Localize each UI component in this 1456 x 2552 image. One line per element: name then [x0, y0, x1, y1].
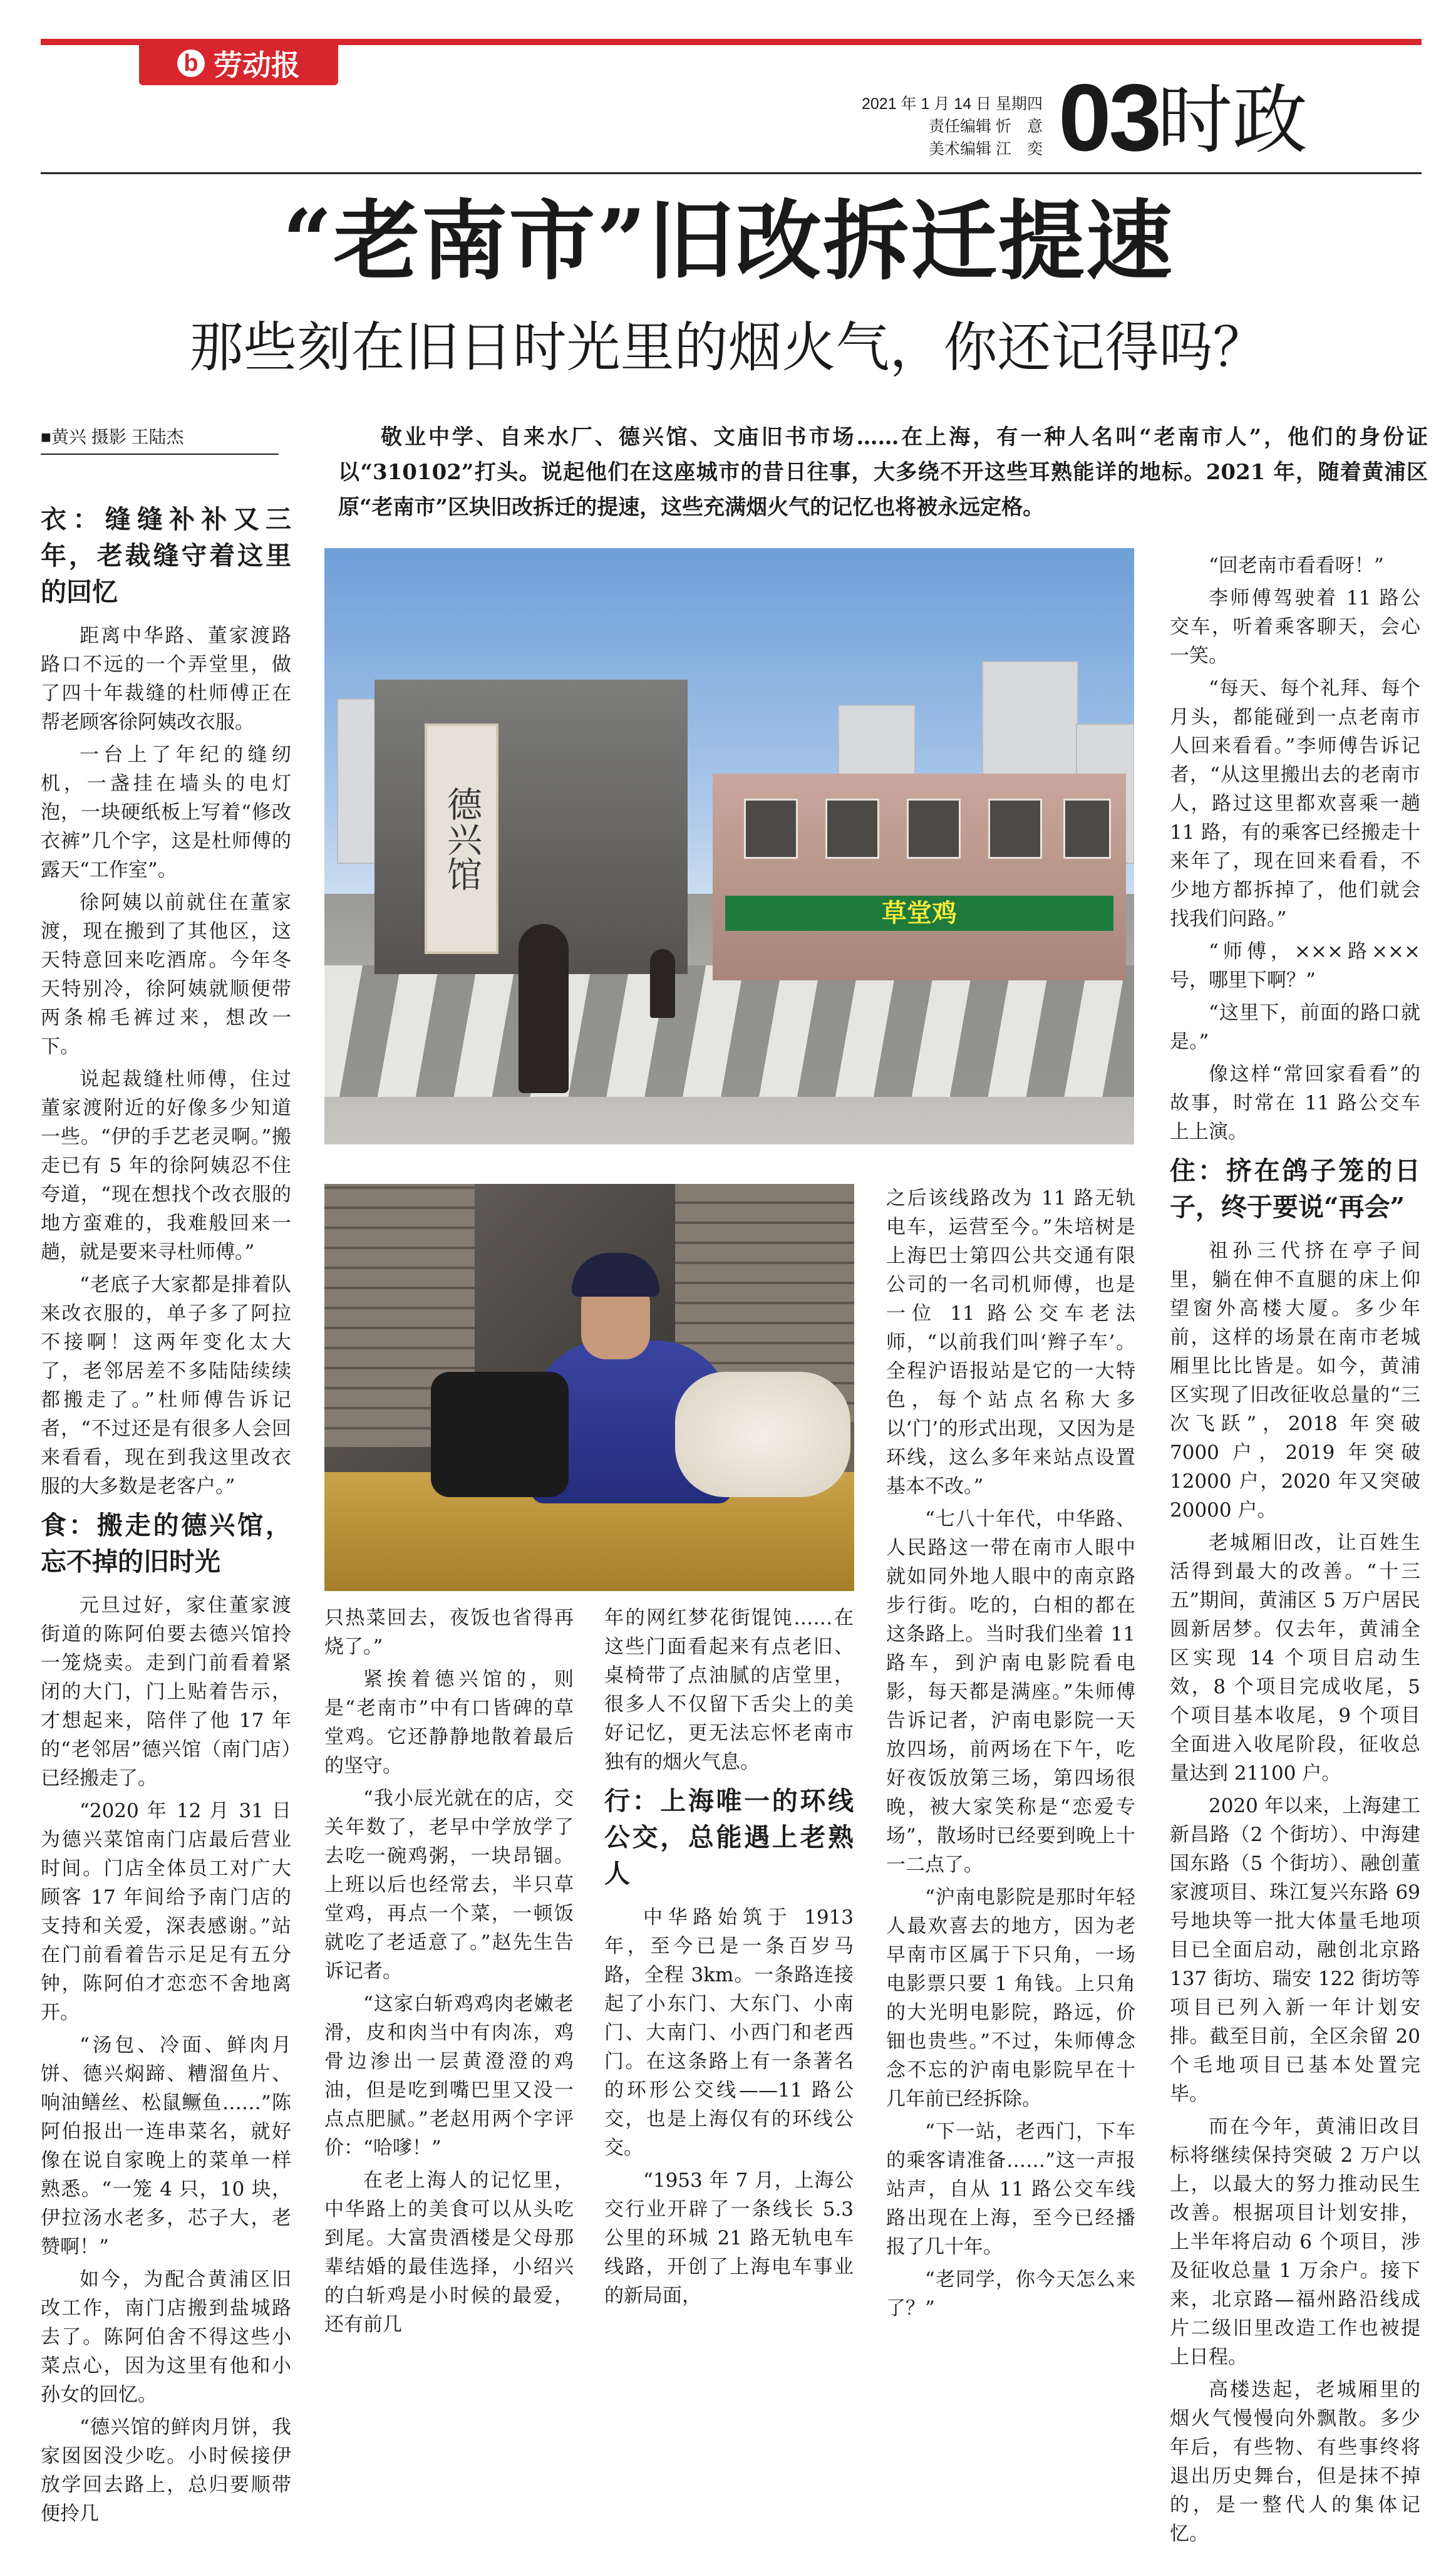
- sewing-machine: [431, 1372, 569, 1497]
- art-editor-credit: 美术编辑 江 奕: [929, 140, 1043, 158]
- subheadline: 那些刻在旧日时光里的烟火气，你还记得吗？: [189, 316, 1267, 379]
- paragraph: “师傅，×××路×××号，哪里下啊？”: [1170, 940, 1420, 992]
- paragraph: “老底子大家都是排着队来改衣服的，单子多了阿拉不接啊！这两年变化太大了，老邻居差不多陆陆续续都搬走了。”杜师傅告诉记者，“不过还是有很多人会回来看看，现在到我这里改衣服的大多数是老客户。”: [41, 1273, 291, 1498]
- section-heading-housing: 住：挤在鸽子笼的日子，终于要说“再会”: [1170, 1156, 1420, 1222]
- logo-icon: b: [177, 49, 205, 77]
- section-heading-food: 食：搬走的德兴馆，忘不掉的旧时光: [41, 1510, 291, 1577]
- photo-tailor: [324, 1184, 854, 1591]
- paragraph: 一台上了年纪的缝纫机，一盏挂在墙头的电灯泡，一块硬纸板上写着“修改衣裤”几个字，这是杜师傅的露天“工作室”。: [41, 744, 291, 881]
- paragraph: “下一站，老西门，下车的乘客请准备……”这一声报站声，自从 11 路公交车线路出现在上海，至今已经播报了几十年。: [886, 2120, 1135, 2258]
- pedestrian: [650, 949, 675, 1018]
- window: [907, 799, 961, 859]
- paragraph: “我小辰光就在的店，交关年数了，老早中学放学了去吃一碗鸡粥，一块昂锢。上班以后也经常去，半只草堂鸡，再点一个菜，一顿饭就吃了老适意了。”赵先生告诉记者。: [324, 1787, 574, 1983]
- paragraph: 元旦过好，家住董家渡街道的陈阿伯要去德兴馆拎一笼烧卖。走到门前看着紧闭的大门，门上贴着告示，才想起来，陪伴了他 17 年的“老邻居”德兴馆（南门店）已经搬走了。: [41, 1594, 291, 1790]
- lede: 敬业中学、自来水厂、德兴馆、文庙旧书市场……在上海，有一种人名叫“老南市人”，他们的身份证以“310102”打头。说起他们在这座城市的昔日往事，大多绕不开这些耳熟能详的地标。2021 年，随着黄浦区原“老南市”区块旧改拆迁的提速，这些充满烟火气的记忆也将被永远定格。: [338, 425, 1428, 520]
- section-heading-clothing: 衣：缝缝补补又三年，老裁缝守着这里的回忆: [41, 504, 291, 607]
- paragraph: “老同学，你今天怎么来了？”: [886, 2268, 1135, 2320]
- paragraph: 祖孙三代挤在亭子间里，躺在伸不直腿的床上仰望窗外高楼大厦。多少年前，这样的场景在南市老城厢里比比皆是。如今，黄浦区实现了旧改征收总量的“三次飞跃”，2018 年突破 7000 户，2019 年突破 12000 户，2020 年又突破 20000 户。: [1170, 1240, 1420, 1522]
- paragraph: 李师傅驾驶着 11 路公交车，听着乘客聊天，会心一笑。: [1170, 587, 1420, 667]
- paragraph: 距离中华路、董家渡路路口不远的一个弄堂里，做了四十年裁缝的杜师傅正在帮老顾客徐阿姨改衣服。: [41, 625, 291, 734]
- window: [988, 799, 1042, 859]
- paragraph: 在老上海人的记忆里，中华路上的美食可以从头吃到尾。大富贵酒楼是父母那辈结婚的最佳选择，小绍兴的白斩鸡是小时候的最爱，还有前几: [324, 2169, 574, 2336]
- paragraph: 如今，为配合黄浦区旧改工作，南门店搬到盐城路去了。陈阿伯舍不得这些小菜点心，因为这里有他和小孙女的回忆。: [41, 2268, 291, 2406]
- paragraph: “德兴馆的鲜肉月饼，我家囡囡没少吃。小时候接伊放学回去路上，总归要顺带便拎几: [41, 2416, 291, 2525]
- shop-sign-text: 草堂鸡: [882, 899, 957, 928]
- building-sign: [425, 724, 498, 954]
- paragraph: 高楼迭起，老城厢里的烟火气慢慢向外飘散。多少年后，有些物、有些事终将退出历史舞台，但是抹不掉的，是一整代人的集体记忆。: [1170, 2378, 1420, 2545]
- pedestrian: [519, 924, 569, 1093]
- editor-credit: 责任编辑 忻 意: [929, 118, 1043, 135]
- paragraph: “每天、每个礼拜、每个月头，都能碰到一点老南市人回来看看。”李师傅告诉记者，“从这里搬出去的老南市人，路过这里都欢喜乘一趟 11 路，有的乘客已经搬走十来年了，现在回来看看，不少地方都拆掉了，他们就会找我们问路。”: [1170, 677, 1420, 930]
- window: [744, 799, 798, 859]
- masthead-rule: [41, 172, 1422, 174]
- section-heading-transport: 行：上海唯一的环线公交，总能遇上老熟人: [604, 1786, 854, 1889]
- paragraph: 像这样“常回家看看”的故事，时常在 11 路公交车上上演。: [1170, 1063, 1420, 1143]
- paragraph: 只热菜回去，夜饭也省得再烧了。”: [324, 1607, 574, 1658]
- paragraph: “这里下，前面的路口就是。”: [1170, 1002, 1420, 1053]
- paragraph: 紧挨着德兴馆的，则是“老南市”中有口皆碑的草堂鸡。它还静静地散着最后的坚守。: [324, 1668, 574, 1777]
- paragraph: “汤包、冷面、鲜肉月饼、德兴焖蹄、糟溜鱼片、响油鳝丝、松鼠鳜鱼……”陈阿伯报出一连串菜名，就好像在说自家晚上的菜单一样熟悉。“一笼 4 只，10 块，伊拉汤水老多，芯子大，老赞啊！”: [41, 2034, 291, 2258]
- paragraph: 徐阿姨以前就住在董家渡，现在搬到了其他区，这天特意回来吃酒席。今年冬天特别冷，徐阿姨就顺便带两条棉毛裤过来，想改一下。: [41, 891, 291, 1058]
- paragraph: “回老南市看看呀！”: [1209, 554, 1384, 577]
- paper-name: 劳动报: [214, 48, 300, 82]
- window: [1063, 799, 1111, 859]
- paragraph: “沪南电影院是那时年轻人最欢喜去的地方，因为老早南市区属于下只角，一场电影票只要 1 角钱。上只角的大光明电影院，路远，价钿也贵些。”不过，朱师傅念念不忘的沪南电影院早在十几年前已经拆除。: [886, 1886, 1135, 2110]
- shop-sign: [725, 896, 1113, 931]
- paragraph: “1953 年 7 月，上海公交行业开辟了一条线长 5.3 公里的环城 21 路无轨电车线路，开创了上海电车事业的新局面，: [604, 2169, 854, 2307]
- issue-date: 2021 年 1 月 14 日 星期四: [861, 95, 1043, 113]
- page-number: 03: [1058, 65, 1160, 171]
- section-name: 时政: [1157, 77, 1308, 164]
- photo-street-scene: [324, 548, 1134, 1144]
- paragraph: “2020 年 12 月 31 日为德兴菜馆南门店最后营业时间。门店全体员工对广大顾客 17 年间给予南门店的支持和关爱，深表感谢。”站在门前看着告示足足有五分钟，陈阿伯才恋恋不舍地离开。: [41, 1800, 291, 2024]
- byline: ■黄兴 摄影 王陆杰: [41, 425, 279, 455]
- paragraph: 中华路始筑于 1913 年，至今已是一条百岁马路，全程 3km。一条路连接起了小东门、大东门、小南门、大南门、小西门和老西门。在这条路上有一条著名的环形公交线——11 路公交，也是上海仅有的环线公交。: [604, 1906, 854, 2159]
- paper-logo: [139, 41, 338, 85]
- paragraph: 说起裁缝杜师傅，住过董家渡附近的好像多少知道一些。“伊的手艺老灵啊。”搬走已有 5 年的徐阿姨忍不住夸道，“现在想找个改衣服的地方蛮难的，我难般回来一趟，就是要来寻杜师傅。”: [41, 1068, 291, 1263]
- column-2: [324, 1604, 574, 2343]
- column-4: [886, 1184, 1135, 2326]
- column-1: [41, 495, 291, 2532]
- column-5: [1170, 551, 1420, 2552]
- paragraph: 2020 年以来，上海建工新昌路（2 个街坊）、中海建国东路（5 个街坊）、融创董家渡项目、珠江复兴东路 69 号地块等一批大体量毛地项目已全面启动，融创北京路 137 街坊、瑞安 122 街坊等项目已列入新一年计划安排。截至目前，全区余留 20 个毛地项目已基本处置完毕。: [1170, 1795, 1420, 2105]
- building-sign-text: 德兴馆: [441, 786, 482, 891]
- crosswalk: [324, 965, 1134, 1096]
- paragraph: 老城厢旧改，让百姓生活得到最大的改善。“十三五”期间，黄浦区 5 万户居民圆新居梦。仅去年，黄浦全区实现 14 个项目启动生效，8 个项目完成收尾，5 个项目基本收尾，9 个项目全面进入收尾阶段，征收总量达到 21100 户。: [1170, 1532, 1420, 1785]
- paragraph: 年的网红梦花街馄饨……在这些门面看起来有点老旧、桌椅带了点油腻的店堂里，很多人不仅留下舌尖上的美好记忆，更无法忘怀老南市独有的烟火气息。: [604, 1607, 854, 1773]
- paragraph: 之后该线路改为 11 路无轨电车，运营至今。”朱培树是上海巴士第四公共交通有限公司的一名司机师傅，也是一位 11 路公交车老法师，“以前我们叫‘辫子车’。全程沪语报站是它的一大特色，每个站点名称大多以‘门’的形式出现，又因为是环线，这么多年来站点设置基本不改。”: [886, 1187, 1135, 1498]
- column-3: [604, 1604, 854, 2314]
- page-meta: [862, 93, 1043, 160]
- paragraph: 而在今年，黄浦旧改目标将继续保持突破 2 万户以上，以最大的努力推动民生改善。根据项目计划安排，上半年将启动 6 个项目，涉及征收总量 1 万余户。接下来，北京路—福州路沿线成片二级旧里改造工作也被提上日程。: [1170, 2115, 1420, 2368]
- garment: [675, 1372, 850, 1497]
- window: [825, 799, 879, 859]
- headline: “老南市”旧改拆迁提速: [282, 190, 1174, 292]
- paragraph: “这家白斩鸡鸡肉老嫩老滑，皮和肉当中有肉冻，鸡骨边渗出一层黄澄澄的鸡油，但是吃到嘴巴里又没一点点肥腻。”老赵用两个字评价：“哈嗲！”: [324, 1993, 574, 2159]
- paragraph: “七八十年代，中华路、人民路这一带在南市人眼中就如同外地人眼中的南京路步行街。吃的，白相的都在这条路上。当时我们坐着 11 路车，到沪南电影院看电影，每天都是满座。”朱师傅告诉记者，沪南电影院一天放四场，前两场在下午，吃好夜饭放第三场，第四场很晚，被大家笑称是“恋爱专场”，散场时已经要到晚上十一二点了。: [886, 1508, 1135, 1876]
